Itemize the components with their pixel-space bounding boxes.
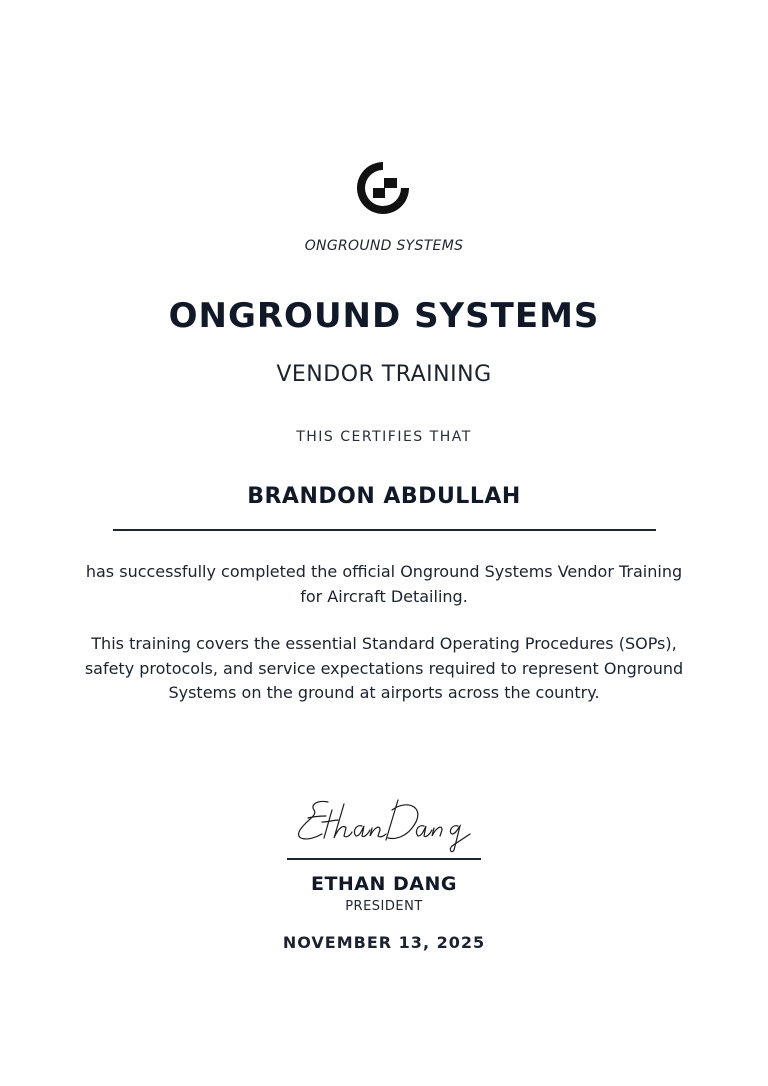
certificate-date: NOVEMBER 13, 2025 xyxy=(282,933,486,952)
signature-image xyxy=(288,790,478,855)
certificate-title: ONGROUND SYSTEMS xyxy=(168,296,600,336)
recipient-divider xyxy=(113,529,656,531)
certificate-subtitle: VENDOR TRAINING xyxy=(276,362,492,387)
description-paragraph: This training covers the essential Standard Operating Procedures (SOPs), safety protocols, and service expectations required to represent Onground Systems on the ground at airports across the country. xyxy=(84,634,684,702)
recipient-name: BRANDON ABDULLAH xyxy=(247,484,521,509)
completion-paragraph: has successfully completed the official Onground Systems Vendor Training for Aircraft Detailing. xyxy=(85,562,683,606)
logo-caption: ONGROUND SYSTEMS xyxy=(304,238,464,254)
ongound-g-logo-icon xyxy=(351,156,415,220)
signer-role: PRESIDENT xyxy=(345,899,423,914)
certifies-label: THIS CERTIFIES THAT xyxy=(296,429,472,445)
signature-divider xyxy=(287,858,481,860)
signer-name: ETHAN DANG xyxy=(310,873,458,895)
